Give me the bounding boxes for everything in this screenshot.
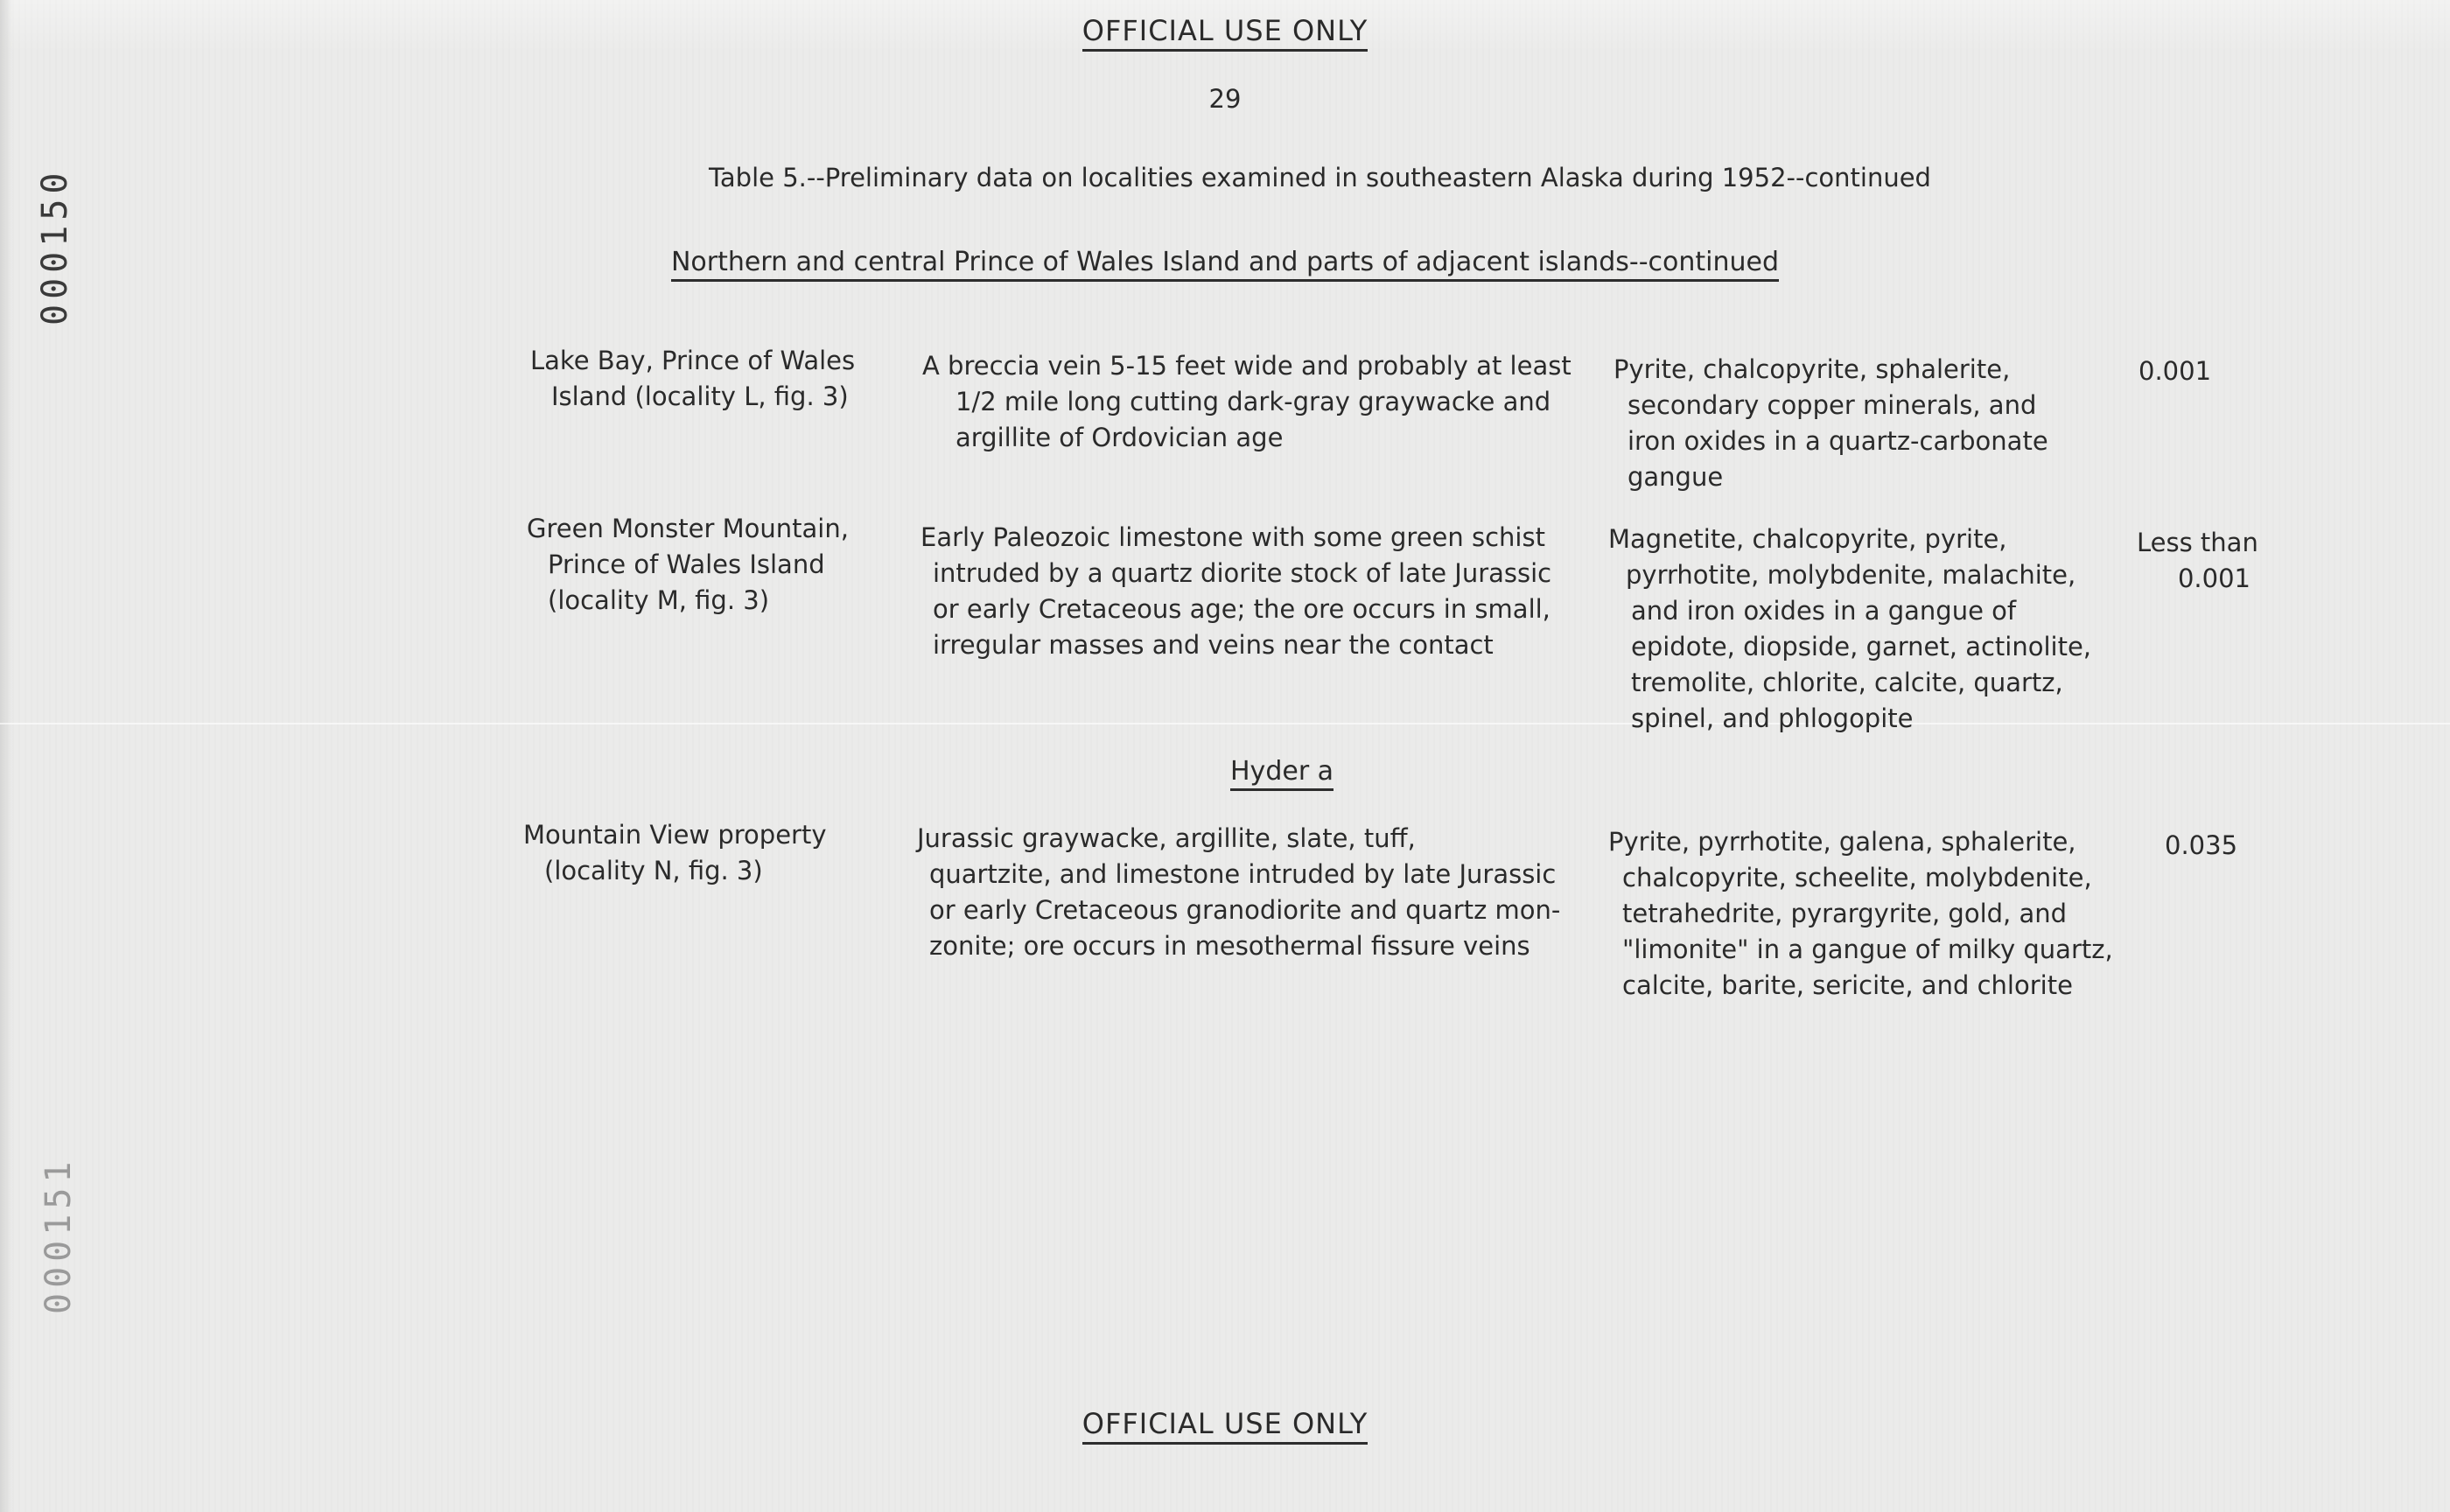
table-cell-locality — [530, 343, 855, 415]
text-line: Less than — [2137, 528, 2258, 557]
section-heading-2-text: Hyder a — [1230, 756, 1334, 791]
table-cell-geology — [922, 348, 1572, 456]
text-line: or early Cretaceous age; the ore occurs in small, — [933, 594, 1550, 624]
text-line: Prince of Wales Island — [548, 550, 825, 579]
text-line: Island (locality L, fig. 3) — [551, 382, 849, 411]
text-line: "limonite" in a gangue of milky quartz, — [1622, 934, 2113, 964]
text-line: Mountain View property — [523, 820, 827, 850]
text-line: gangue — [1628, 462, 1724, 492]
text-line: pyrrhotite, molybdenite, malachite, — [1626, 560, 2076, 590]
text-line: chalcopyrite, scheelite, molybdenite, — [1622, 863, 2092, 892]
text-line: (locality M, fig. 3) — [548, 585, 770, 615]
text-line: quartzite, and limestone intruded by late Jurassic — [929, 859, 1557, 889]
section-heading-1 — [0, 247, 2450, 282]
table-cell-locality — [527, 511, 849, 619]
table-cell-geology — [917, 821, 1560, 964]
text-line: intruded by a quartz diorite stock of late Jurassic — [933, 558, 1552, 588]
text-line: tetrahedrite, pyrargyrite, gold, and — [1622, 899, 2068, 928]
text-line: tremolite, chlorite, calcite, quartz, — [1631, 668, 2063, 697]
page-number: 29 — [1208, 84, 1242, 114]
page-edge-shadow — [0, 0, 12, 1512]
header-classification — [0, 14, 2450, 52]
text-line: Lake Bay, Prince of Wales — [530, 346, 856, 375]
table-cell-minerals — [1614, 352, 2048, 495]
table-cell-value — [2137, 525, 2258, 597]
table-cell-value — [2165, 828, 2237, 864]
table-cell-minerals — [1608, 824, 2113, 1004]
section-heading-2 — [1230, 756, 1334, 791]
text-line: Green Monster Mountain, — [527, 514, 849, 543]
text-line: secondary copper minerals, and — [1628, 390, 2037, 420]
text-line: Pyrite, pyrrhotite, galena, sphalerite, — [1608, 827, 2076, 857]
document-number-stamp-faint: 000151 — [38, 1156, 79, 1314]
document-number-stamp: 000150 — [35, 167, 75, 326]
text-line: and iron oxides in a gangue of — [1631, 596, 2017, 626]
text-line: argillite of Ordovician age — [956, 423, 1284, 452]
table-cell-minerals — [1608, 522, 2091, 737]
text-line: spinel, and phlogopite — [1631, 704, 1914, 733]
text-line: zonite; ore occurs in mesothermal fissure veins — [929, 931, 1530, 961]
table-cell-locality — [523, 817, 827, 889]
section-heading-1-text: Northern and central Prince of Wales Island and parts of adjacent islands--continued — [671, 247, 1779, 282]
table-title: Table 5.--Preliminary data on localities examined in southeastern Alaska during 1952--continued — [709, 163, 1931, 192]
text-line: 0.001 — [2177, 564, 2250, 593]
text-line: Early Paleozoic limestone with some green schist — [920, 522, 1545, 552]
text-line: or early Cretaceous granodiorite and quartz mon- — [929, 895, 1561, 925]
footer-classification — [0, 1407, 2450, 1445]
table-cell-value — [2138, 354, 2211, 389]
text-line: 0.001 — [2138, 356, 2212, 386]
table-cell-geology — [920, 520, 1551, 663]
text-line: (locality N, fig. 3) — [544, 856, 763, 886]
text-line: 1/2 mile long cutting dark-gray graywacke and — [956, 387, 1551, 416]
footer-classification-text: OFFICIAL USE ONLY — [1082, 1407, 1368, 1445]
text-line: irregular masses and veins near the contact — [933, 630, 1494, 660]
text-line: 0.035 — [2165, 830, 2238, 860]
text-line: calcite, barite, sericite, and chlorite — [1622, 970, 2073, 1000]
text-line: epidote, diopside, garnet, actinolite, — [1631, 632, 2092, 662]
text-line: Pyrite, chalcopyrite, sphalerite, — [1614, 354, 2011, 384]
text-line: iron oxides in a quartz-carbonate — [1628, 426, 2048, 456]
text-line: Magnetite, chalcopyrite, pyrite, — [1608, 524, 2007, 554]
header-classification-text: OFFICIAL USE ONLY — [1082, 14, 1368, 52]
text-line: Jurassic graywacke, argillite, slate, tuff, — [917, 823, 1416, 853]
text-line: A breccia vein 5-15 feet wide and probably at least — [922, 351, 1572, 381]
